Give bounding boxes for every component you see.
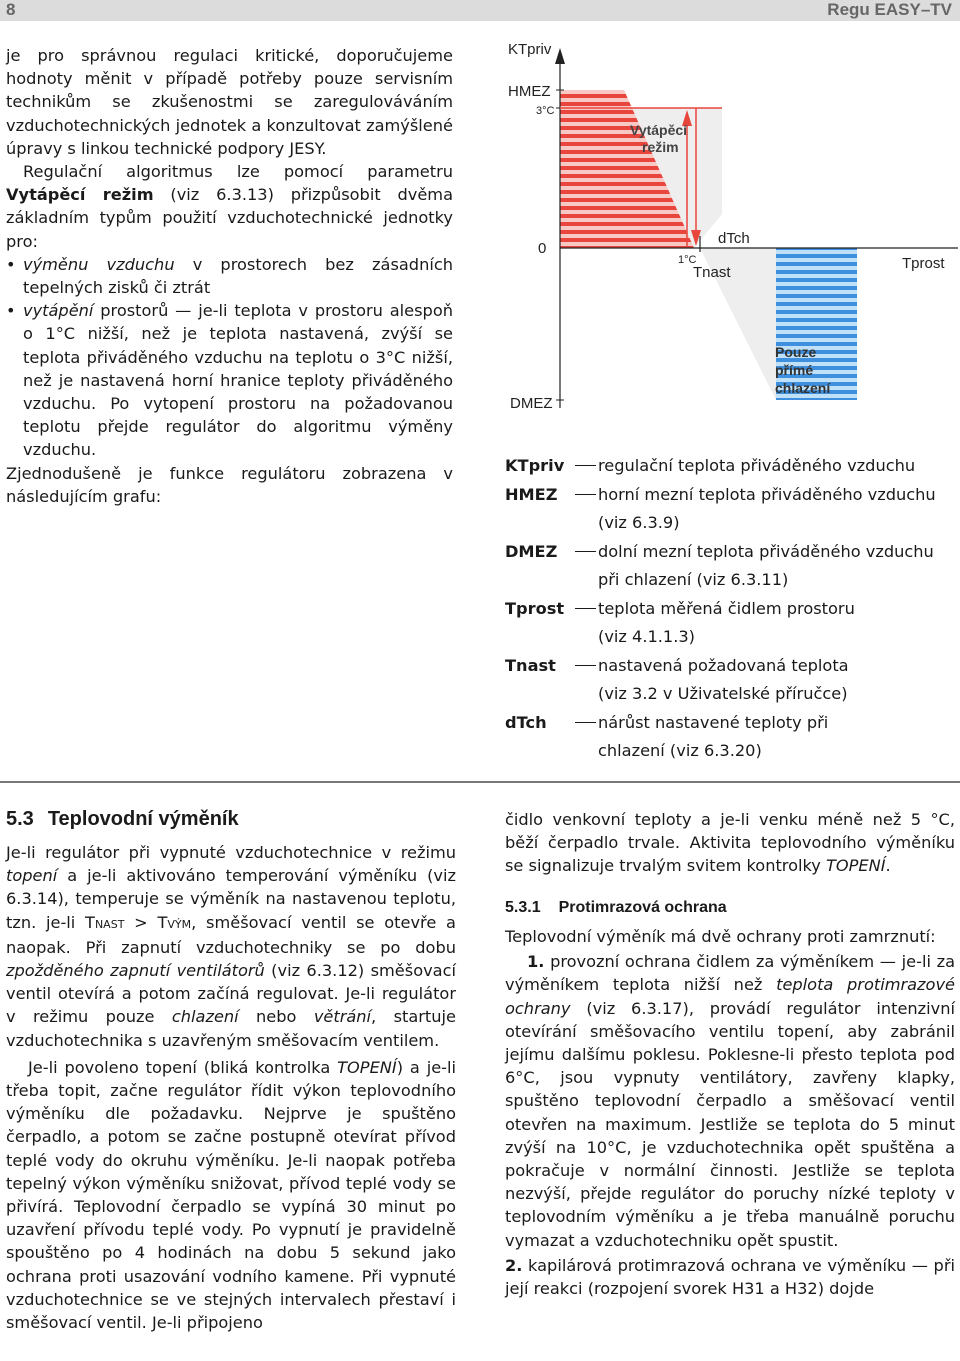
intro-paragraph-2: Regulační algoritmus lze pomocí parametru Vytápěcí režim (viz 6.3.13) přizpůsobit dvěma základním typům použití vzduchotechnické jednotky pro:	[6, 162, 453, 251]
protection-item-2: 2. kapilárová protimrazová ochrana ve výměníku — při její reakci (rozpojení svorek H31 a H32) dojde	[505, 1255, 955, 1299]
diagram-legend	[505, 452, 955, 766]
subsection-text	[505, 925, 955, 1300]
dmez-label: DMEZ	[510, 395, 553, 412]
zero-label: 0	[538, 240, 547, 257]
section-text-col1	[6, 841, 456, 1334]
tprost-label: Tprost	[902, 255, 945, 272]
legend-item: Tnast nastavená požadovaná teplota (viz 3.2 v Uživatelské příručce)	[505, 655, 849, 703]
intro-paragraph-1: je pro správnou regulaci kritické, doporučujeme hodnoty měnit v případě potřeby pouze servisním technikům se zkušenostmi se zaregulováváním vzduchotechnických jednotek a konzultovat zamýšlené úpravy s linkou technické podpory JESY.	[6, 46, 453, 158]
section-paragraph-2: Je-li povoleno topení (bliká kontrolka TOPENÍ) a je-li třeba topit, začne regulátor řídit výkon teplovodního výměníku dle požadavku. Nejprve je spuštěno čerpadlo, a potom se začne postupně otevírat přívod teplé vody do okruhu výměníku. Je-li naopak potřeba tepelný výkon výměníku snižovat, přívod teplé vody se přivírá. Teplovodní čerpadlo se vypíná 30 minut po uzavření přívodu teplé vody. Po vypnutí je pravidelně spouštěno po 4 hodinách na dobu 5 sekund jako ochrana proti usazování vodního kamene. Při vypnuté vzduchotechnice se ve stejných intervalech přestaví i směšovací ventil. Je-li připojeno	[6, 1057, 456, 1333]
subsection-intro: Teplovodní výměník má dvě ochrany proti zamrznutí:	[505, 927, 936, 946]
section-text-col2	[505, 808, 955, 878]
section-paragraph-1: Je-li regulátor při vypnuté vzduchotechnice v režimu topení a je-li aktivováno temperování výměníku (viz 6.3.14), temperuje se výměník na nastavenou teplotu, tzn. je-li TNAST > TVÝM, směšovací ventil se otevře a naopak. Při zapnutí vzduchotechniky se po dobu zpožděného zapnutí ventilátorů (viz 6.3.12) směšovací ventil otevírá a potom začíná regulovat. Je-li regulátor v režimu pouze chlazení nebo větrání, startuje vzduchotechnika s uzavřeným směšovacím ventilem.	[6, 843, 456, 1050]
legend-item: HMEZ horní mezní teplota přiváděného vzduchu (viz 6.3.9)	[505, 484, 936, 532]
list-item: • výměnu vzduchu v prostorech bez zásadních tepelných zisků či ztrát	[6, 253, 453, 299]
usage-list	[6, 253, 453, 462]
protection-item-1: 1. provozní ochrana čidlem za výměníkem — je-li za výměníkem teplota nižší než teplota protimrazové ochrany (viz 6.3.17), provádí regulátor intenzivní otevírání směšovacího ventilu topení, aby zabránil jejímu dalšímu poklesu. Poklesne-li přesto teplota pod 6°C, jsou vypnuty ventilátory, zavřeny klapky, spuštěno teplovodní čerpadlo a směšovací ventil otevřen na maximum. Jestliže se teplota do 5 minut zvýší na 10°C, je vzduchotechnika opět spuštěna a pokračuje v normální činnosti. Jestliže se teplota nezvýší, přejde regulátor do poruchy nízké teploty v teplovodním výměníku a je třeba manuálně poruchu vymazat a vzduchotechniku opět spustit.	[505, 952, 955, 1250]
section-paragraph-3: čidlo venkovní teploty a je-li venku méně než 5 °C, běží čerpadlo trvale. Aktivita teplovodního výměníku se signalizuje trvalým svitem kontrolky TOPENÍ.	[505, 810, 955, 876]
list-item: • vytápění prostorů — je-li teplota v prostoru alespoň o 1°C nižší, než je teplota nastavená, zvýší se teplota přiváděného vzduchu na teplotu o 3°C nižší, než je nastavená horní hranice teploty přiváděného vzduchu. Po vytopení prostoru na požadovanou teplotu přejde regulátor do algoritmu výměny vzduchu.	[6, 299, 453, 461]
intro-paragraph-3: Zjednodušeně je funkce regulátoru zobrazena v následujícím grafu:	[6, 463, 453, 506]
running-title: Regu EASY–TV	[827, 0, 952, 19]
page-number: 8	[6, 0, 16, 19]
y-axis-label: KTpriv	[508, 41, 552, 58]
legend-item: KTpriv regulační teplota přiváděného vzduchu	[505, 456, 916, 475]
intro-text	[6, 44, 453, 508]
legend-item: DMEZ dolní mezní teplota přiváděného vzduchu při chlazení (viz 6.3.11)	[505, 541, 934, 589]
section-heading: 5.3 Teplovodní výměník	[6, 808, 239, 830]
dtch-label: dTch	[718, 230, 750, 247]
legend-item: Tprost teplota měřená čidlem prostoru (viz 4.1.1.3)	[505, 598, 855, 646]
running-header-bar	[0, 0, 960, 21]
param-vytapeci-rezim: Vytápěcí režim	[6, 185, 154, 205]
heating-mode-label: Vytápěcí režim	[630, 122, 688, 155]
hmez-label: HMEZ	[508, 83, 551, 100]
tnast-label: Tnast	[693, 264, 731, 281]
regulation-diagram	[500, 30, 958, 440]
cooling-mode-label: Pouze přímé chlazení	[775, 344, 831, 396]
one-c-label: 1°C	[678, 254, 697, 266]
subsection-heading: 5.3.1 Protimrazová ochrana	[505, 899, 727, 916]
y-axis-arrow-icon	[555, 48, 565, 64]
section-divider	[0, 781, 960, 783]
legend-item: dTch nárůst nastavené teploty při chlazení (viz 6.3.20)	[505, 712, 829, 760]
three-c-label: 3°C	[536, 105, 555, 117]
